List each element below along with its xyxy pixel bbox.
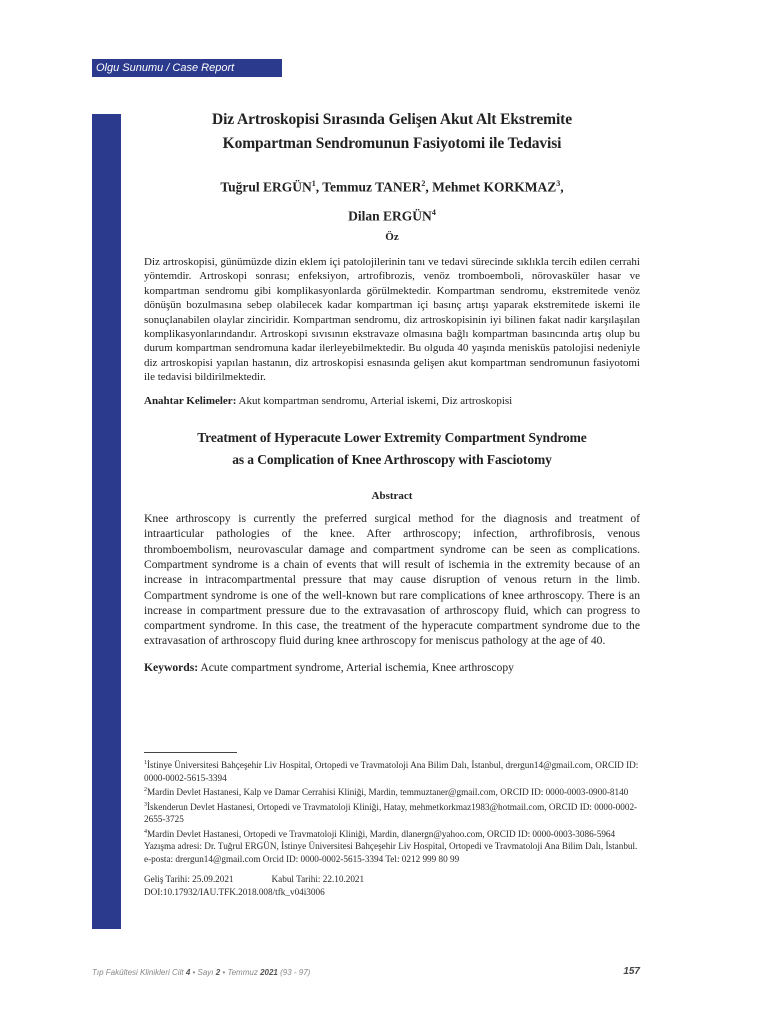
- turkish-abstract-heading: Öz: [385, 231, 399, 243]
- english-title-line-1: Treatment of Hyperacute Lower Extremity Compartment Syndrome: [197, 430, 587, 446]
- english-abstract: Knee arthroscopy is currently the preferred surgical method for the diagnosis and treatment of intraarticular pathologies of the knee. After arthroscopy; infection, arthrofibrosis, venous thromboembolism, neurovascular damage and compartment syndrome can be seen as complications. Compartment syndrome is a chain of events that will result of ischemia in the extremity because of an increase in intracompartmental pressure that may cause disruption of venous return in the limb. Compartment syndrome is one of the well-known but rare complications of knee arthroscopy. There is an increase in compartment pressure due to the extravasation of arthroscopy fluid, which can progress to compartment syndrome. In this case, the treatment of the hyperacute compartment syndrome due to the extravasation of arthroscopy fluid during knee arthroscopy for meniscus pathology at the age of 40.: [144, 512, 640, 648]
- author-affiliation-mark: 1: [311, 179, 316, 188]
- footnote-affiliation-1: $^1$İstinye Üniversitesi Bahçeşehir Liv Hospital, Ortopedi ve Travmatoloji Ana Bilim Dalı, İstanbul, drergun14@gmail.com, ORCID ID: 0000-0002-5615-3394: [144, 760, 639, 783]
- author-affiliation-mark: 4: [431, 207, 436, 217]
- keywords-label: Anahtar Kelimeler:: [144, 394, 237, 407]
- blue-sidebar-bar: [92, 114, 121, 929]
- author-affiliation-mark: 2: [421, 179, 426, 188]
- article-type-tag: Olgu Sunumu / Case Report: [92, 59, 282, 77]
- author-name: Dilan ERGÜN: [348, 208, 432, 223]
- turkish-abstract: Diz artroskopisi, günümüzde dizin eklem içi patolojilerinin tanı ve tedavi sürecinde sıklıkla tercih edilen cerrahi yöntemdir. Artroskopi sonrası; enfeksiyon, artrofibrozis, venöz tromboemboli, nörovasküler hasar ve kompartman sendromu gibi komplikasyonlarda görülmektedir. Kompartman sendromu, ekstremitede venöz dönüşün bozulmasına sebep olabilecek kadar kompartman içi basınç artışı yaparak ekstremitede iskemi ile sonuçlanabilen olaylar zinciridir. Kompartman sendromu, diz artroskopisinin iyi bilinen fakat nadir karşılaşılan komplikasyonlarındandır. Artroskopi sıvısının ekstravaze olmasına bağlı kompartman basıncında artış olup bu durum kompartman sendromuna kadar ilerleyebilmektedir. Bu olguda 40 yaşında menisküs patolojisi nedeniyle diz artroskopisi yapılan hastanın, diz artroskopisi esnasında gelişen akut kompartman sendromunun fasiyotomi ile tedavisi bildirilmektedir.: [144, 256, 640, 384]
- turkish-keywords: [144, 394, 640, 408]
- footnotes: [144, 757, 640, 898]
- turkish-title-line-1: Diz Artroskopisi Sırasında Gelişen Akut Alt Ekstremite: [211, 111, 573, 128]
- article-dates: [144, 873, 640, 886]
- footnote-divider: [144, 752, 237, 753]
- footnote-affiliation-3: $^3$İskenderun Devlet Hastanesi, Ortopedi ve Travmatoloji Kliniği, Hatay, mehmetkorkmaz1983@hotmail.com, ORCID ID: 0000-0002-2655-3725: [144, 801, 638, 825]
- footnote-affiliation-2: $^2$Mardin Devlet Hastanesi, Kalp ve Damar Cerrahisi Kliniği, Mardin, temmuztaner@gmail.com, ORCID ID: 0000-0003-0900-8140: [144, 787, 629, 798]
- english-title-line-2: as a Complication of Knee Arthroscopy with Fasciotomy: [232, 452, 552, 468]
- keywords-text: Akut kompartman sendromu, Arterial iskemi, Diz artroskopisi: [238, 394, 513, 407]
- author-name: Temmuz TANER: [322, 179, 422, 195]
- author-list: Tuğrul ERGÜN$^1$, Temmuz TANER$^2$, Mehmet KORKMAZ$^3$, Dilan ERGÜN$^4$: [220, 179, 564, 223]
- keywords-label: Keywords:: [144, 660, 199, 674]
- english-title: [144, 427, 640, 471]
- author-affiliation-mark: 3: [556, 179, 561, 188]
- received-date: Geliş Tarihi: 25.09.2021: [144, 874, 234, 885]
- page-number: 157: [623, 966, 640, 977]
- turkish-title: [144, 108, 640, 156]
- doi: DOI:10.17932/IAU.TFK.2018.008/tfk_v04i3006: [144, 886, 325, 897]
- accepted-date: Kabul Tarihi: 22.10.2021: [271, 874, 365, 885]
- footnote-affiliation-4: $^4$Mardin Devlet Hastanesi, Ortopedi ve Travmatoloji Kliniği, Mardin, dlanergn@yahoo.com, ORCID ID: 0000-0003-3086-5964: [144, 828, 616, 839]
- author-name: Tuğrul ERGÜN: [220, 179, 312, 195]
- author-name: Mehmet KORKMAZ: [432, 179, 557, 195]
- english-keywords: [144, 660, 640, 675]
- turkish-title-line-2: Kompartman Sendromunun Fasiyotomi ile Tedavisi: [222, 135, 562, 152]
- correspondence-address: Yazışma adresi: Dr. Tuğrul ERGÜN, İstinye Üniversitesi Bahçeşehir Liv Hospital, Ortopedi ve Travmatoloji Ana Bilim Dalı, İstanbul. e-posta: drergun14@gmail.com Orcid ID: 0000-0002-5615-3394 Tel: 0212 999 80 99: [144, 841, 638, 864]
- english-abstract-heading: Abstract: [371, 490, 413, 503]
- journal-citation: Tıp Fakültesi Klinikleri Cilt 4 • Sayı 2 • Temmuz 2021 (93 - 97): [92, 968, 311, 977]
- keywords-text: Acute compartment syndrome, Arterial ischemia, Knee arthroscopy: [200, 660, 514, 674]
- article-body: [144, 108, 640, 675]
